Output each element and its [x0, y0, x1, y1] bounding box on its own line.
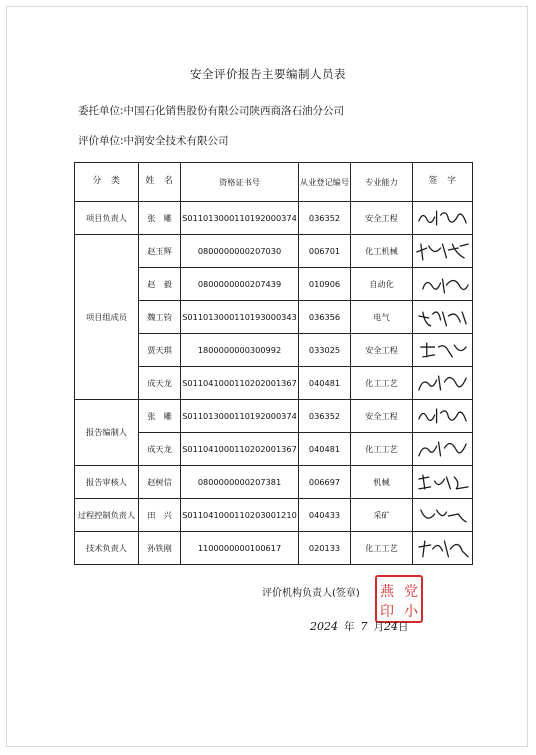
cell-cert: S011013000110193000343 [181, 301, 299, 334]
signature-cell [413, 499, 473, 532]
group-label: 技术负责人 [75, 532, 139, 565]
group-label: 项目负责人 [75, 202, 139, 235]
cell-cert: 1100000000100617 [181, 532, 299, 565]
group-label: 项目组成员 [75, 235, 139, 400]
cell-ability: 安全工程 [351, 202, 413, 235]
cell-name: 张 雕 [139, 400, 181, 433]
entrusting-unit [78, 103, 344, 118]
evaluating-unit-label: 评价单位: [78, 135, 124, 147]
table-row [75, 532, 473, 565]
cell-reg: 020133 [299, 532, 351, 565]
cell-reg: 040481 [299, 367, 351, 400]
signature-cell [413, 202, 473, 235]
cell-name: 成天龙 [139, 433, 181, 466]
entrusting-unit-label: 委托单位: [78, 105, 124, 117]
cell-ability: 安全工程 [351, 400, 413, 433]
group-label: 报告编制人 [75, 400, 139, 466]
cell-reg: 006701 [299, 235, 351, 268]
cell-ability: 化工机械 [351, 235, 413, 268]
stamp-char: 燕 [380, 584, 394, 600]
signature-cell [413, 532, 473, 565]
header-cert: 资格证书号 [181, 163, 299, 202]
entrusting-unit-value: 中国石化销售股份有限公司陕西商洛石油分公司 [123, 105, 345, 117]
date-day-unit: 日 [398, 621, 409, 633]
date-day: 24 [384, 620, 398, 633]
cell-cert: 1800000000300992 [181, 334, 299, 367]
stamp-char: 印 [380, 604, 394, 620]
evaluating-unit-value: 中润安全技术有限公司 [123, 135, 229, 147]
cell-ability: 电气 [351, 301, 413, 334]
table-row [75, 400, 473, 433]
cell-ability: 化工工艺 [351, 532, 413, 565]
signature-cell [413, 235, 473, 268]
cell-name: 魏工钧 [139, 301, 181, 334]
cell-name: 成天龙 [139, 367, 181, 400]
header-sign: 签 字 [413, 163, 473, 202]
cell-name: 赵玉辉 [139, 235, 181, 268]
handwritten-signature [413, 205, 472, 231]
header-reg: 从业登记编号 [299, 163, 351, 202]
cell-cert: 0800000000207439 [181, 268, 299, 301]
cell-reg: 006697 [299, 466, 351, 499]
cell-reg: 036356 [299, 301, 351, 334]
cell-name: 孙铁刚 [139, 532, 181, 565]
table-row [75, 499, 473, 532]
signature-cell [413, 466, 473, 499]
cell-reg: 040433 [299, 499, 351, 532]
cell-cert: S011013000110192000374 [181, 400, 299, 433]
date-month: 7 [360, 620, 368, 633]
cell-cert: 0800000000207030 [181, 235, 299, 268]
date-month-unit: 月 [373, 621, 384, 633]
handwritten-signature [413, 238, 472, 264]
signature-cell [413, 400, 473, 433]
page-title: 安全评价报告主要编制人员表 [190, 67, 346, 81]
signature-cell [413, 433, 473, 466]
table-row [75, 466, 473, 499]
table-row [75, 202, 473, 235]
signature-date [310, 619, 409, 634]
cell-name: 赵 毅 [139, 268, 181, 301]
group-label: 过程控制负责人 [75, 499, 139, 532]
signatory-label: 评价机构负责人(签章) [262, 588, 360, 599]
cell-cert: S011041000110202001367 [181, 433, 299, 466]
staff-table [74, 162, 473, 565]
cell-name: 张 雕 [139, 202, 181, 235]
stamp-char: 党 [404, 584, 418, 600]
cell-reg: 040481 [299, 433, 351, 466]
cell-ability: 化工工艺 [351, 367, 413, 400]
handwritten-signature [413, 436, 472, 462]
cell-ability: 化工工艺 [351, 433, 413, 466]
handwritten-signature [413, 337, 472, 363]
handwritten-signature [413, 403, 472, 429]
header-category: 分 类 [75, 163, 139, 202]
cell-cert: S011041000110203001210 [181, 499, 299, 532]
handwritten-signature [413, 469, 472, 495]
cell-ability: 安全工程 [351, 334, 413, 367]
cell-name: 贾天琪 [139, 334, 181, 367]
table-header-row [75, 163, 473, 202]
cell-cert: S011041000110202001367 [181, 367, 299, 400]
handwritten-signature [413, 370, 472, 396]
signature-cell [413, 301, 473, 334]
signature-cell [413, 367, 473, 400]
cell-cert: S011013000110192000374 [181, 202, 299, 235]
date-year: 2024 [310, 620, 338, 633]
evaluating-unit [78, 133, 229, 148]
handwritten-signature [413, 535, 472, 561]
cell-ability: 自动化 [351, 268, 413, 301]
signature-cell [413, 334, 473, 367]
handwritten-signature [413, 304, 472, 330]
handwritten-signature [413, 271, 472, 297]
cell-reg: 036352 [299, 400, 351, 433]
group-label: 报告审核人 [75, 466, 139, 499]
cell-name: 田 兴 [139, 499, 181, 532]
cell-reg: 033025 [299, 334, 351, 367]
cell-name: 赵树信 [139, 466, 181, 499]
cell-reg: 036352 [299, 202, 351, 235]
header-ability: 专业能力 [351, 163, 413, 202]
signature-cell [413, 268, 473, 301]
official-seal-stamp [374, 574, 424, 624]
cell-ability: 采矿 [351, 499, 413, 532]
date-year-unit: 年 [344, 621, 355, 633]
cell-ability: 机械 [351, 466, 413, 499]
stamp-char: 小 [404, 604, 418, 620]
handwritten-signature [413, 502, 472, 528]
cell-reg: 010906 [299, 268, 351, 301]
cell-cert: 0800000000207381 [181, 466, 299, 499]
table-row [75, 235, 473, 268]
header-name: 姓 名 [139, 163, 181, 202]
